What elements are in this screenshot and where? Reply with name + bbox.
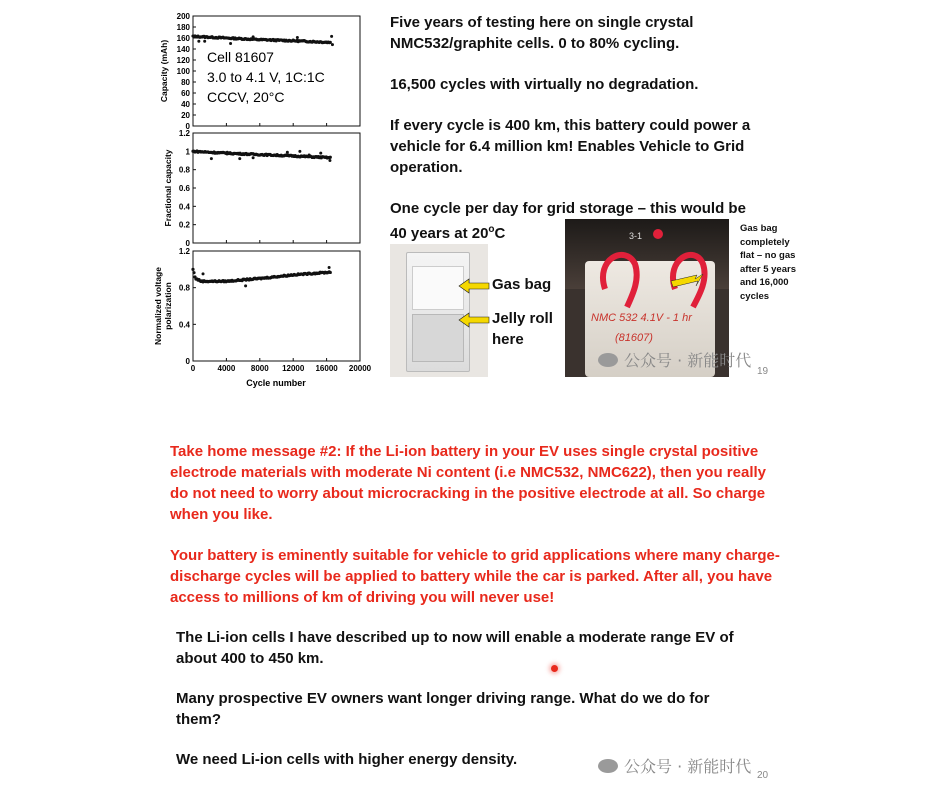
x-tick-label: 16000 <box>315 364 338 373</box>
y-tick-label: 60 <box>181 89 190 98</box>
outlier-point <box>298 150 301 153</box>
page-number-upper: 19 <box>757 366 769 377</box>
outlier-point <box>330 35 333 38</box>
outlier-point <box>202 272 205 275</box>
y-tick-label: 20 <box>181 111 190 120</box>
data-point <box>329 41 332 44</box>
y-tick-label: 0.4 <box>178 202 190 212</box>
cycles-paragraph: 16,500 cycles with virtually no degradation. <box>390 76 699 93</box>
jelly-roll-label: Jelly roll here <box>492 310 553 348</box>
y-tick-label: 200 <box>176 12 190 21</box>
outlier-point <box>331 43 334 46</box>
energy-density-paragraph: We need Li-ion cells with higher energy density. <box>176 751 518 768</box>
cell-note-line2: 3.0 to 4.1 V, 1C:1C <box>207 69 325 85</box>
outlier-point <box>277 275 280 278</box>
y-tick-label: 120 <box>176 56 190 65</box>
longer-range-paragraph: Many prospective EV owners want longer driving range. What do we do for them? <box>176 690 710 728</box>
y-tick-label: 0.4 <box>178 320 190 330</box>
x-tick-label: 0 <box>190 364 196 373</box>
x-tick-label: 20000 <box>348 364 372 373</box>
y-tick-label: 0 <box>185 357 190 366</box>
tag-marker <box>653 229 663 239</box>
outlier-point <box>319 152 322 155</box>
y-tick-label: 160 <box>176 34 190 43</box>
outlier-point <box>296 36 299 39</box>
gas-bag-label: Gas bag <box>492 276 552 293</box>
gas-bag-annotation: Gas bag completely flat – no gas after 5 years and 16,000 cycles <box>740 223 796 302</box>
polarization-plot-frame <box>193 251 360 361</box>
photo1-arrows <box>455 270 495 330</box>
data-point <box>191 268 194 271</box>
charts-figure <box>150 8 375 390</box>
y-tick-label: 1.2 <box>178 129 190 138</box>
degree-symbol: o <box>488 224 495 235</box>
red-tab-left <box>603 255 637 307</box>
outlier-point <box>328 159 331 162</box>
y-tick-label: 80 <box>181 78 190 87</box>
y-tick-label: 0.6 <box>178 184 190 193</box>
watermark-lower <box>598 754 751 777</box>
watermark-text: 公众号 · 新能时代 <box>624 351 752 370</box>
capacity-axis-label: Capacity (mAh) <box>159 39 169 103</box>
distance-paragraph: If every cycle is 400 km, this battery could power a vehicle for 6.4 million km! Enables Vehicle to Grid operation. <box>390 117 751 176</box>
cell-handwriting-line1: NMC 532 4.1V - 1 hr <box>591 312 692 324</box>
cell-note-line3: CCCV, 20°C <box>207 89 285 105</box>
x-tick-label: 8000 <box>250 364 269 373</box>
data-point <box>329 156 332 159</box>
outlier-point <box>203 40 206 43</box>
y-tick-label: 0.8 <box>178 165 190 175</box>
outlier-point <box>244 284 247 287</box>
y-tick-label: 0 <box>185 239 190 248</box>
x-tick-label: 4000 <box>217 364 236 373</box>
page-number-lower: 20 <box>757 770 769 781</box>
fractional-axis-label: Fractional capacity <box>163 149 173 227</box>
outlier-point <box>286 151 289 154</box>
polarization-axis-label-line1: Normalized voltage <box>153 267 163 345</box>
x-axis-label: Cycle number <box>246 378 306 388</box>
grid-storage-paragraph: One cycle per day for grid storage – this would be 40 years at 20$^o$C <box>390 200 746 242</box>
watermark-text: 公众号 · 新能时代 <box>624 757 752 776</box>
outlier-point <box>210 157 213 160</box>
y-tick-label: 0 <box>185 122 190 131</box>
outlier-point <box>226 151 229 154</box>
take-home-message: Take home message #2: If the Li-ion battery in your EV uses single crystal positive electrode materials with moderate Ni content (i.e NMC532, NMC622), then you really do not need to worry about microcracking in the positive electrode at all. So charge when you like. <box>170 443 766 523</box>
cell-note-line1: Cell 81607 <box>207 49 274 65</box>
data-point <box>192 271 195 274</box>
polarization-axis-label-line2: polarization <box>163 282 173 330</box>
outlier-point <box>197 40 200 43</box>
y-tick-label: 1 <box>185 147 190 157</box>
wechat-icon <box>598 759 618 773</box>
range-paragraph: The Li-ion cells I have described up to now will enable a moderate range EV of about 400 to 450 km. <box>176 629 734 667</box>
wechat-icon <box>598 353 618 367</box>
laser-pointer-dot <box>551 665 558 672</box>
y-tick-label: 0.2 <box>178 220 190 230</box>
y-tick-label: 1.2 <box>178 247 190 256</box>
cell-handwriting-line2: (81607) <box>615 332 653 344</box>
fractional-plot-frame <box>193 133 360 243</box>
outlier-point <box>252 35 255 38</box>
data-point <box>329 271 332 274</box>
outlier-point <box>238 157 241 160</box>
intro-paragraph: Five years of testing here on single crystal NMC532/graphite cells. 0 to 80% cycling. <box>390 14 694 52</box>
y-tick-label: 0.8 <box>178 283 190 293</box>
x-tick-label: 12000 <box>282 364 305 373</box>
cell-tag: 3-1 <box>629 231 643 241</box>
outlier-point <box>229 42 232 45</box>
gas-bag-arrow-icon <box>459 279 489 293</box>
outlier-point <box>308 154 311 157</box>
jelly-roll-arrow-icon <box>459 313 489 327</box>
y-tick-label: 40 <box>181 100 190 109</box>
vehicle-to-grid-message: Your battery is eminently suitable for vehicle to grid applications where many charge-discharge cycles will be applied to battery while the car is parked. After all, you have access to millions of km of driving you will never use! <box>170 547 780 606</box>
y-tick-label: 140 <box>176 45 190 54</box>
y-tick-label: 100 <box>176 67 190 76</box>
outlier-point <box>252 156 255 159</box>
y-tick-label: 180 <box>176 23 190 32</box>
outlier-point <box>328 266 331 269</box>
watermark-upper <box>598 348 751 371</box>
